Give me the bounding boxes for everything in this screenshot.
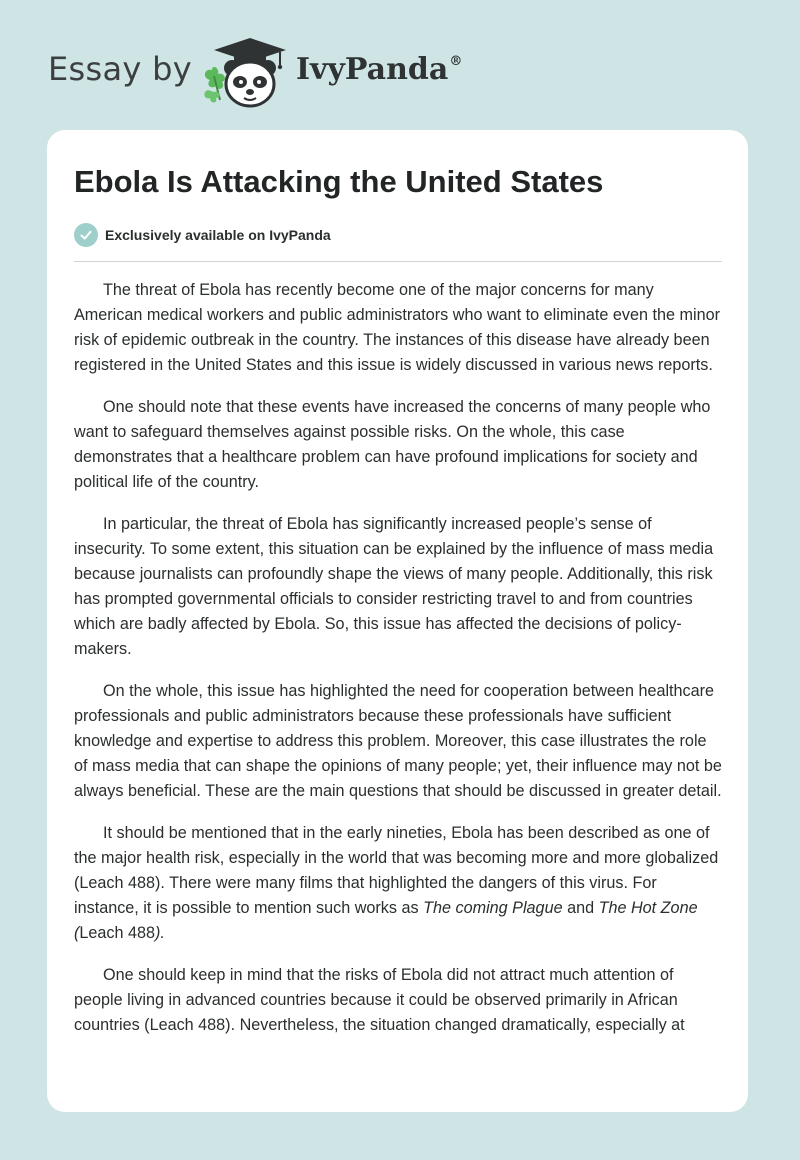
brand-name[interactable] xyxy=(296,52,462,87)
essay-card xyxy=(47,130,748,1112)
essay-body xyxy=(74,278,724,1055)
badge-label: Exclusively available on IvyPanda xyxy=(105,227,331,243)
checkmark-icon xyxy=(74,223,98,247)
paragraph-text: and xyxy=(562,899,599,917)
site-header xyxy=(0,0,800,130)
paragraph: In particular, the threat of Ebola has significantly increased people’s sense of insecurity. To some extent, this situation can be explained by the influence of mass media because journalists can profoundly shape the views of many people. Additionally, this risk has prompted governmental officials to consider restricting travel to and from countries which are badly affected by Ebola. So, this issue has affected the decisions of policy-makers. xyxy=(74,515,714,658)
paragraph: One should note that these events have increased the concerns of many people who want to safeguard themselves against possible risks. On the whole, this case demonstrates that a healthcare problem can have profound implications for society and political life of the country. xyxy=(74,398,711,491)
ivy-leaf-icon xyxy=(204,67,225,102)
exclusive-badge xyxy=(74,222,331,248)
registered-mark: ® xyxy=(449,54,463,69)
panda-logo-icon[interactable] xyxy=(200,32,292,112)
paragraph xyxy=(74,821,724,946)
panda-face-icon xyxy=(224,60,276,106)
film-title: The coming Plague xyxy=(423,899,563,917)
paragraph-text: ). xyxy=(155,924,165,942)
divider xyxy=(74,261,722,262)
page-title: Ebola Is Attacking the United States xyxy=(74,164,604,199)
paragraph: On the whole, this issue has highlighted the need for cooperation between healthcare professionals and public administrators because these professionals have sufficient knowledge and expertise to address this problem. Moreover, this case illustrates the role of mass media that can shape the opinions of many people; yet, their influence may not be always beneficial. These are the main questions that should be discussed in greater detail. xyxy=(74,682,722,800)
film-title: The Hot Zone ( xyxy=(74,899,698,942)
paragraph: The threat of Ebola has recently become one of the major concerns for many American medical workers and public administrators who want to eliminate even the minor risk of epidemic outbreak in the country. The instances of this disease have already been registered in the United States and this issue is widely discussed in various news reports. xyxy=(74,281,720,374)
paragraph-text: It should be mentioned that in the early nineties, Ebola has been described as one of the major health risk, especially in the world that was becoming more and more globalized (Leach 488). There were many films that highlighted the dangers of this virus. For instance, it is possible to mention such works as xyxy=(74,824,719,917)
essay-by-label: Essay by xyxy=(48,50,192,88)
paragraph: One should keep in mind that the risks of Ebola did not attract much attention of people living in advanced countries because it could be observed primarily in African countries (Leach 488). Nevertheless, the situation changed dramatically, especially at xyxy=(74,966,685,1034)
citation: Leach 488 xyxy=(79,924,156,942)
brand-label: IvyPanda xyxy=(296,52,449,87)
